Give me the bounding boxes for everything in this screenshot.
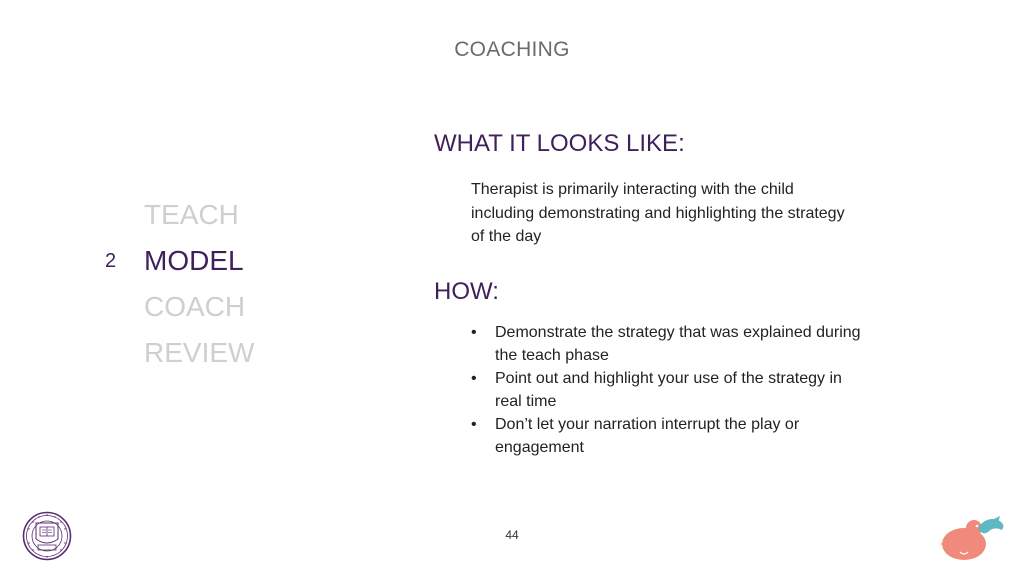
how-heading: HOW: [434, 278, 499, 305]
bullet-item [471, 367, 871, 413]
how-bullet-list [471, 321, 871, 459]
bullet-text: Demonstrate the strategy that was explained during the teach phase [495, 324, 861, 364]
step-review [100, 330, 254, 376]
step-model [100, 238, 254, 284]
page-number: 44 [505, 528, 519, 542]
step-label: TEACH [144, 199, 239, 230]
bullet-dot-icon: • [471, 416, 477, 433]
step-number: 2 [105, 250, 117, 272]
university-seal-icon [22, 511, 72, 561]
bullet-text: Don’t let your narration interrupt the play or engagement [495, 416, 800, 456]
step-teach [100, 192, 254, 238]
step-label: COACH [144, 291, 246, 322]
step-label: MODEL [144, 245, 244, 276]
slide-title: COACHING [454, 38, 570, 61]
bird-logo-icon [936, 514, 1008, 564]
bullet-text: Point out and highlight your use of the strategy in real time [495, 370, 842, 410]
bullet-item [471, 321, 871, 367]
looks-like-heading: WHAT IT LOOKS LIKE: [434, 130, 685, 157]
looks-like-text: Therapist is primarily interacting with the child including demonstrating and highlighting the strategy of the day [471, 181, 845, 245]
step-coach [100, 284, 254, 330]
step-label: REVIEW [144, 337, 255, 368]
bullet-dot-icon: • [471, 370, 477, 387]
step-list [100, 192, 254, 376]
bullet-dot-icon: • [471, 324, 477, 341]
bullet-item [471, 413, 871, 459]
